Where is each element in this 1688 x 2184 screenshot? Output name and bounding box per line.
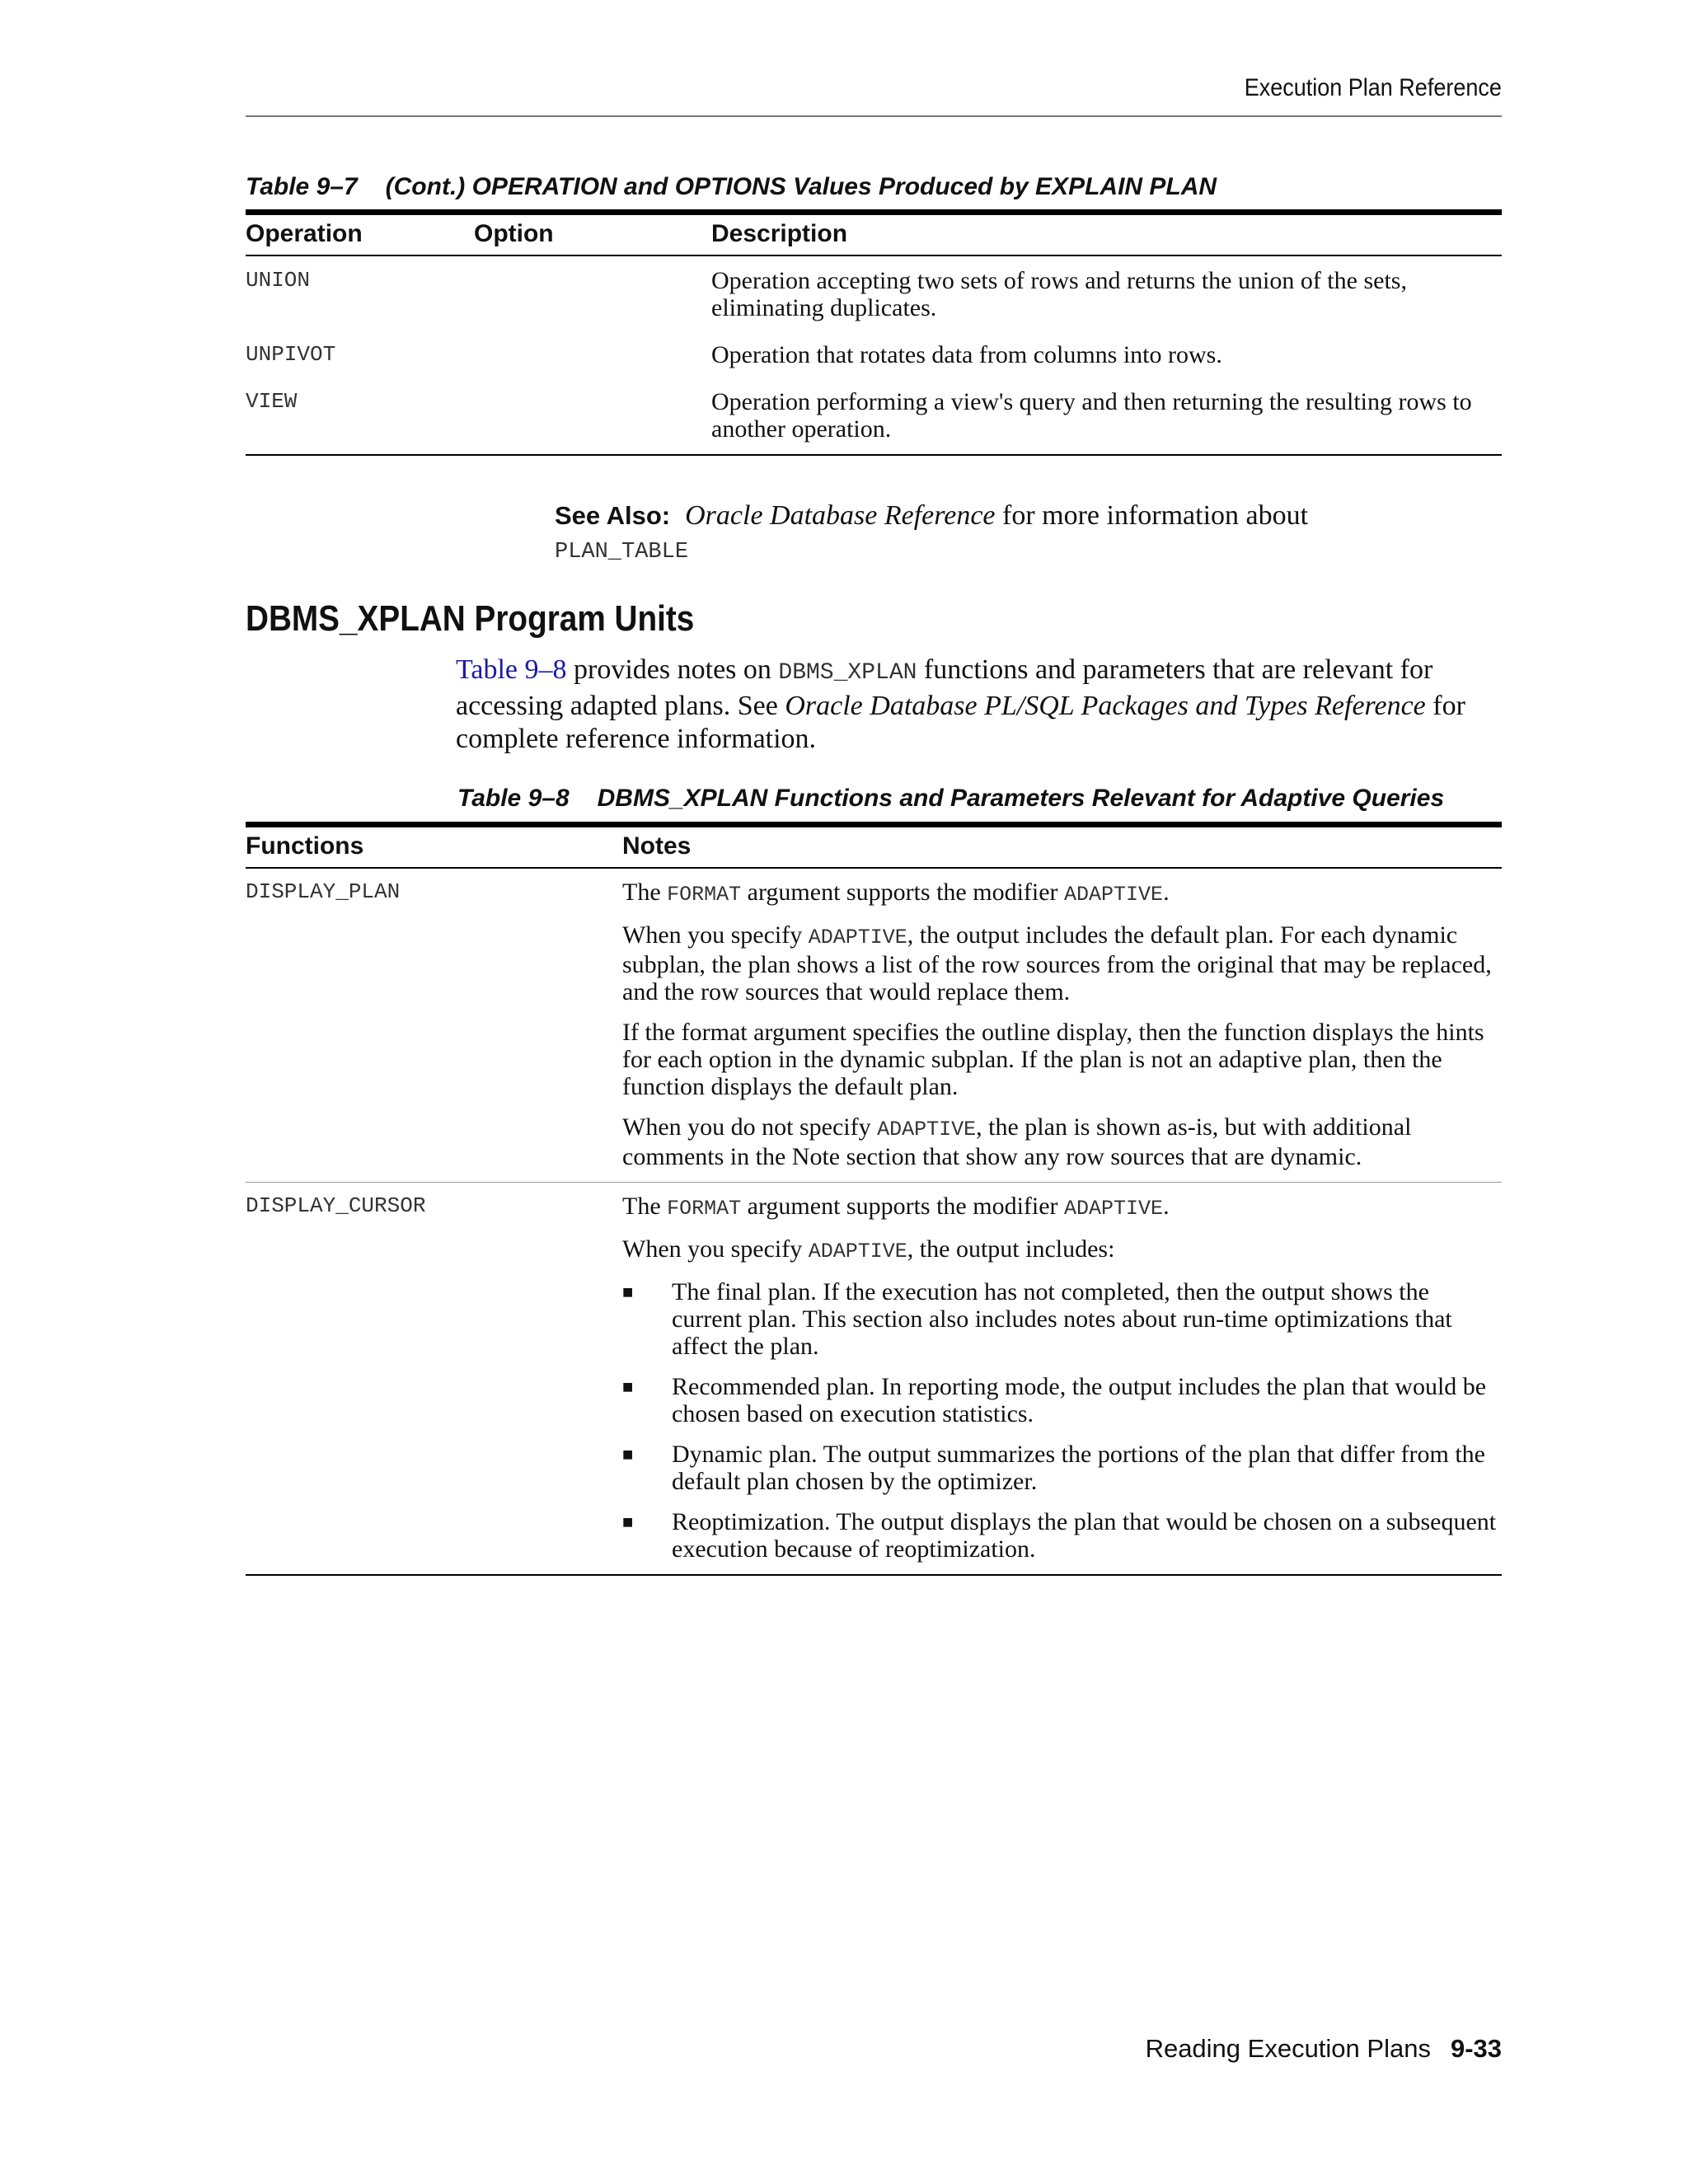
- see-also-label: See Also:: [555, 501, 671, 530]
- note-text: When you specify: [622, 921, 809, 949]
- list-item-text: Reoptimization. The output displays the plan that would be chosen on a subsequent execution because of reoptimization.: [672, 1508, 1497, 1563]
- table-row: [246, 1183, 1502, 1576]
- operation-cell: UNION: [246, 268, 311, 293]
- column-header-option: Option: [474, 213, 711, 256]
- notes-cell: [622, 1183, 1502, 1576]
- section-intro: [456, 654, 1507, 756]
- table-9-7-caption-number: Table 9–7: [246, 173, 358, 200]
- list-item: [622, 1278, 1502, 1360]
- note-code: ADAPTIVE: [808, 1240, 907, 1263]
- footer-chapter-title: Reading Execution Plans: [1145, 2034, 1431, 2063]
- column-header-functions: Functions: [246, 825, 622, 869]
- note-paragraph: [622, 1193, 1502, 1222]
- square-bullet-icon: ■: [622, 1511, 634, 1532]
- table-row: [246, 378, 1502, 455]
- note-text: , the output includes:: [907, 1235, 1115, 1263]
- note-code: ADAPTIVE: [1064, 883, 1164, 907]
- note-text: When you specify: [622, 1235, 809, 1263]
- column-header-notes: Notes: [622, 825, 1502, 869]
- note-paragraph: [622, 1235, 1502, 1265]
- table-9-7-header-row: [246, 213, 1502, 256]
- note-text: The: [622, 879, 668, 906]
- note-text: When you do not specify: [622, 1113, 878, 1141]
- note-text: , the plan is shown as-is, but with additional comments in the Note section that show any row sources that are dynamic.: [622, 1113, 1412, 1170]
- notes-cell: [622, 868, 1502, 1183]
- list-item-text: The final plan. If the execution has not completed, then the output shows the current plan. This section also includes notes about run-time optimizations that affect the plan.: [672, 1278, 1452, 1360]
- see-also-text: for more information about: [995, 500, 1309, 531]
- table-9-8-caption-title: DBMS_XPLAN Functions and Parameters Relevant for Adaptive Queries: [597, 785, 1445, 812]
- column-header-description: Description: [711, 213, 1502, 256]
- table-9-7: [246, 209, 1502, 456]
- intro-text-1: provides notes on: [566, 654, 779, 685]
- running-header: [246, 74, 1502, 117]
- table-9-8-header-row: [246, 825, 1502, 869]
- note-text: , the output includes the default plan. For each dynamic subplan, the plan shows a list of the row sources from the original that may be replaced, and the row sources that would replace them.: [622, 921, 1492, 1005]
- table-row: [246, 255, 1502, 331]
- intro-book-title: Oracle Database PL/SQL Packages and Types Reference: [785, 691, 1426, 721]
- note-text: argument supports the modifier: [741, 879, 1065, 906]
- see-also-note: [555, 499, 1308, 569]
- square-bullet-icon: ■: [622, 1444, 634, 1465]
- table-row: [246, 868, 1502, 1183]
- running-header-title: Execution Plan Reference: [1244, 74, 1502, 101]
- table-9-7-caption: [246, 173, 1217, 201]
- page-number: 9-33: [1450, 2034, 1502, 2063]
- table-9-8-link[interactable]: Table 9–8: [456, 654, 567, 685]
- list-item: [622, 1373, 1502, 1427]
- note-paragraph: [622, 879, 1502, 908]
- note-code: FORMAT: [667, 1197, 742, 1221]
- note-code: ADAPTIVE: [1064, 1197, 1164, 1221]
- description-cell: Operation performing a view's query and then returning the resulting rows to another operation.: [711, 378, 1502, 455]
- description-cell: Operation that rotates data from columns into rows.: [711, 341, 1222, 368]
- square-bullet-icon: ■: [622, 1376, 634, 1397]
- note-paragraph: [622, 1113, 1502, 1170]
- option-cell: [474, 331, 711, 378]
- intro-code: DBMS_XPLAN: [778, 660, 917, 686]
- list-item: [622, 1508, 1502, 1563]
- note-code: FORMAT: [667, 883, 742, 907]
- note-code: ADAPTIVE: [877, 1118, 977, 1141]
- note-text: argument supports the modifier: [741, 1193, 1065, 1220]
- table-9-8: [246, 822, 1502, 1576]
- section-heading: DBMS_XPLAN Program Units: [246, 598, 695, 639]
- function-cell: DISPLAY_CURSOR: [246, 1183, 622, 1576]
- operation-cell: VIEW: [246, 378, 474, 455]
- table-9-8-caption: [457, 785, 1444, 813]
- square-bullet-icon: ■: [622, 1282, 634, 1302]
- note-text: .: [1163, 879, 1170, 906]
- intro-text-3: for complete reference information.: [456, 691, 1465, 754]
- description-cell: Operation accepting two sets of rows and returns the union of the sets, eliminating duplicates.: [711, 267, 1407, 321]
- table-row: [246, 331, 1502, 378]
- list-item-text: Dynamic plan. The output summarizes the portions of the plan that differ from the default plan chosen by the optimizer.: [672, 1441, 1485, 1495]
- list-item-text: Recommended plan. In reporting mode, the output includes the plan that would be chosen based on execution statistics.: [672, 1373, 1487, 1427]
- table-9-7-caption-title: (Cont.) OPERATION and OPTIONS Values Produced by EXPLAIN PLAN: [385, 173, 1217, 200]
- running-footer: [1146, 2034, 1502, 2064]
- see-also-book-title: Oracle Database Reference: [685, 500, 996, 531]
- note-text: The: [622, 1193, 668, 1220]
- intro-text-2: functions and parameters that are relevant for accessing adapted plans. See: [456, 654, 1433, 721]
- table-9-8-caption-number: Table 9–8: [457, 785, 570, 812]
- option-cell: [474, 378, 711, 455]
- see-also-code: PLAN_TABLE: [555, 540, 689, 565]
- function-cell: DISPLAY_PLAN: [246, 868, 622, 1183]
- note-text: .: [1163, 1193, 1170, 1220]
- output-list: [622, 1278, 1502, 1563]
- operation-cell: UNPIVOT: [246, 342, 336, 367]
- note-paragraph: If the format argument specifies the outline display, then the function displays the hints for each option in the dynamic subplan. If the plan is not an adaptive plan, then the function displays the default plan.: [622, 1019, 1484, 1100]
- note-code: ADAPTIVE: [808, 926, 907, 949]
- note-paragraph: [622, 921, 1502, 1005]
- list-item: [622, 1441, 1502, 1495]
- option-cell: [474, 255, 711, 331]
- column-header-operation: Operation: [246, 213, 474, 256]
